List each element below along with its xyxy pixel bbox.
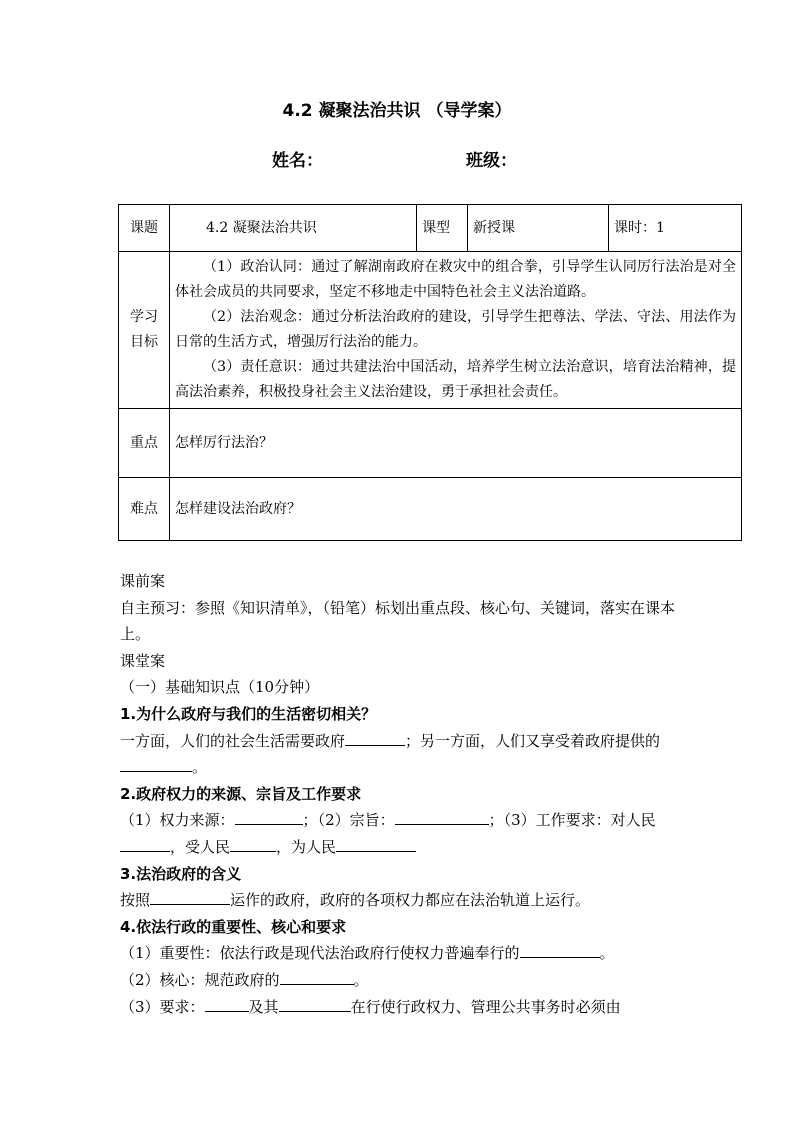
q2-sep2: ； xyxy=(488,811,504,830)
section-1-heading: （一）基础知识点（10分钟） xyxy=(120,678,320,697)
topic-value: 4.2 凝聚法治共识 xyxy=(170,205,417,252)
q3-part-b: 运作的政府，政府的各项权力都应在法治轨道上运行。 xyxy=(230,891,591,910)
q2-blank-source[interactable] xyxy=(235,808,303,825)
student-info-row xyxy=(0,146,794,170)
page-title: 4.2 凝聚法治共识 （导学案） xyxy=(282,101,512,121)
difficulty-label: 难点 xyxy=(119,478,170,541)
q3-blank[interactable] xyxy=(150,888,230,905)
type-label: 课型 xyxy=(417,205,468,252)
q4-require-a: （3）要求： xyxy=(120,997,205,1016)
q4-heading: 4.依法行政的重要性、核心和要求 xyxy=(120,917,347,936)
q4-require-c: 在行使行政权力、管理公共事务时必须由 xyxy=(350,997,621,1016)
in-class-heading: 课堂案 xyxy=(120,651,166,670)
goals-label-line2: 目标 xyxy=(130,334,158,350)
goals-label xyxy=(119,252,170,409)
q2-heading: 2.政府权力的来源、宗旨及工作要求 xyxy=(120,784,362,803)
q1-part-b: ；另一方面，人们又享受着政府提供的 xyxy=(405,731,661,750)
q2-source: （1）权力来源： xyxy=(120,811,235,830)
difficulty-value: 怎样建设法治政府？ xyxy=(170,478,742,541)
q2-blank-purpose[interactable] xyxy=(395,808,489,825)
q4-blank-require-1[interactable] xyxy=(205,995,249,1012)
class-label: 班级： xyxy=(466,151,517,171)
q4-importance-text: （1）重要性：依法行政是现代法治政府行使权力普遍奉行的 xyxy=(120,944,520,963)
goals-row xyxy=(119,252,742,409)
q1-text xyxy=(120,728,680,781)
q4-blank-require-2[interactable] xyxy=(279,995,351,1012)
q4-importance xyxy=(120,940,680,967)
q2-sep1: ； xyxy=(302,811,318,830)
topic-label: 课题 xyxy=(119,205,170,252)
q1-blank-2[interactable] xyxy=(120,755,192,772)
q1-part-c: 。 xyxy=(192,758,208,777)
goals-label-line1: 学习 xyxy=(130,309,158,325)
q1-heading: 1.为什么政府与我们的生活密切相关？ xyxy=(120,704,377,723)
goal-political: （1）政治认同：通过了解湖南政府在救灾中的组合拳，引导学生认同厉行法治是对全体社会成员的共同要求，坚定不移地走中国特色社会主义法治道路。 xyxy=(175,259,736,300)
q2-require: （3）工作要求：对人民 xyxy=(503,811,656,830)
pre-class-heading: 课前案 xyxy=(120,572,166,590)
lesson-info-table xyxy=(118,204,742,541)
difficulty-row xyxy=(119,478,742,541)
name-label: 姓名： xyxy=(272,151,323,171)
q4-blank-core[interactable] xyxy=(280,968,354,985)
q3-heading: 3.法治政府的含义 xyxy=(120,864,242,883)
q2-blank-responsible[interactable] xyxy=(120,835,170,852)
q2-require-c: ，为人民 xyxy=(276,837,337,856)
key-label: 重点 xyxy=(119,409,170,478)
goal-legal: （2）法治观念：通过分析法治政府的建设，引导学生把尊法、学法、守法、用法作为日常的生活方式，增强厉行法治的能力。 xyxy=(175,309,736,350)
q2-purpose: （2）宗旨： xyxy=(317,811,395,830)
q3-part-a: 按照 xyxy=(120,891,151,910)
q1-blank-1[interactable] xyxy=(345,729,405,746)
goals-content xyxy=(170,252,742,409)
q4-core-text: （2）核心：规范政府的 xyxy=(120,970,280,989)
worksheet-body xyxy=(120,568,680,1020)
q4-require xyxy=(120,994,680,1021)
q4-blank-importance[interactable] xyxy=(520,941,600,958)
q2-blank-supervised[interactable] xyxy=(230,835,276,852)
goal-responsibility: （3）责任意识：通过共建法治中国活动，培养学生树立法治意识，培育法治精神，提高法治素养，积极投身社会主义法治建设，勇于承担社会责任。 xyxy=(175,359,736,400)
key-value: 怎样厉行法治？ xyxy=(170,409,742,478)
type-value: 新授课 xyxy=(468,205,609,252)
q3-text xyxy=(120,887,680,914)
q4-core xyxy=(120,967,680,994)
q4-require-b: 及其 xyxy=(248,997,279,1016)
period-value: 课时：1 xyxy=(609,205,742,252)
q4-importance-end: 。 xyxy=(599,944,615,963)
pre-class-text: 自主预习：参照《知识清单》，（铅笔）标划出重点段、核心句、关键词，落实在课本上。 xyxy=(120,598,676,644)
key-point-row xyxy=(119,409,742,478)
q1-part-a: 一方面，人们的社会生活需要政府 xyxy=(120,731,346,750)
q2-blank-serve[interactable] xyxy=(336,835,416,852)
q2-text xyxy=(120,807,680,860)
q2-require-b: ，受人民 xyxy=(170,837,231,856)
q4-core-end: 。 xyxy=(353,970,369,989)
lesson-header-row xyxy=(119,205,742,252)
